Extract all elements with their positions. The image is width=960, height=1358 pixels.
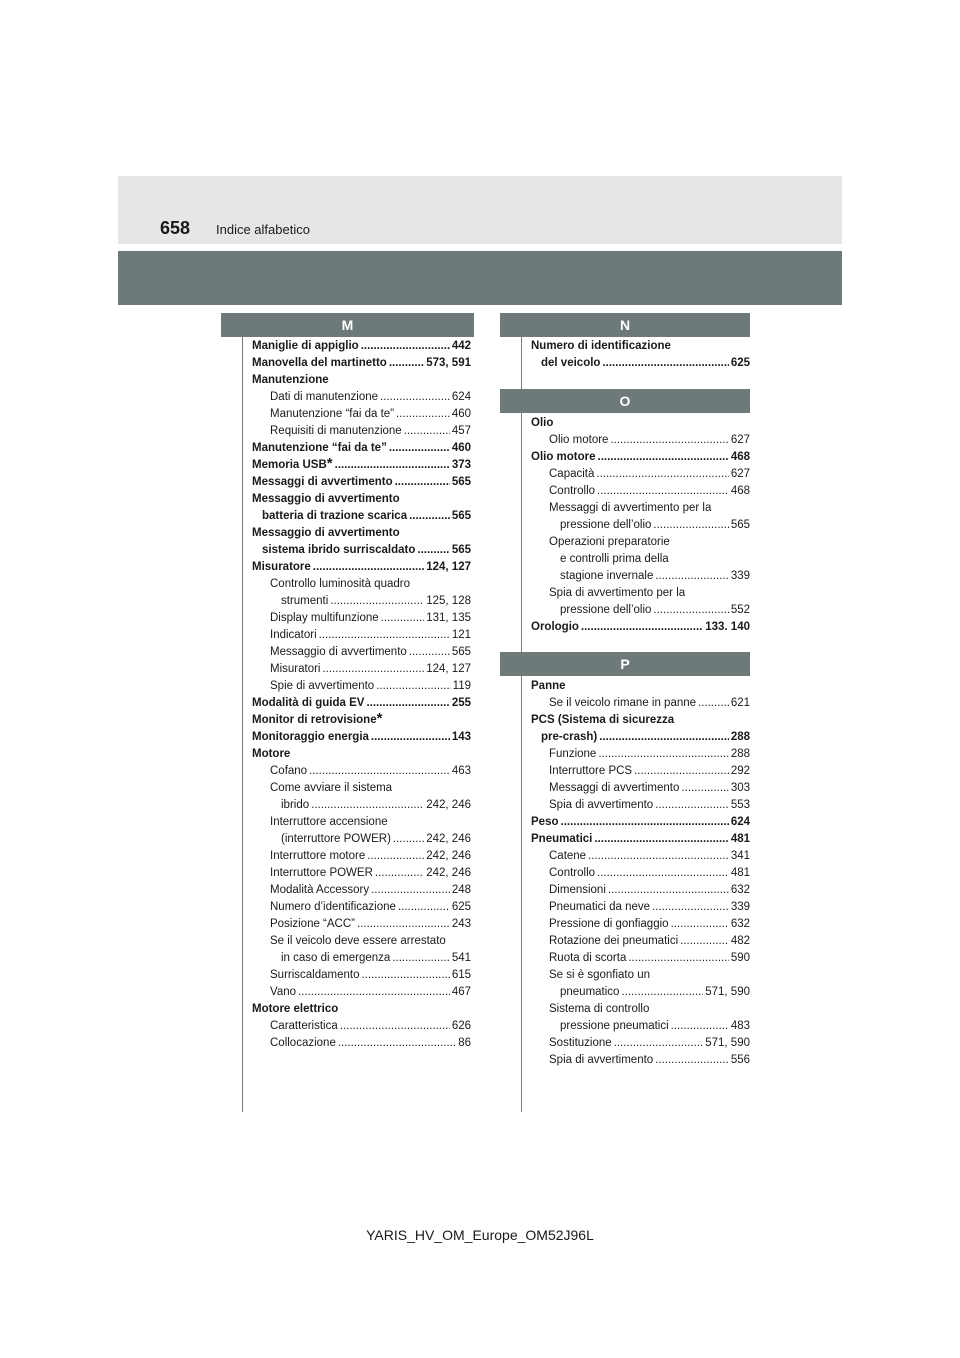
- dot-leader: [610, 432, 728, 449]
- index-entry: [531, 678, 750, 695]
- dot-leader: [598, 449, 729, 466]
- index-entry: [252, 1018, 471, 1035]
- index-entry-text: Se il veicolo rimane in panne: [549, 697, 697, 709]
- index-entry-page: 467: [451, 986, 471, 998]
- index-entry-page: 565: [730, 519, 750, 531]
- index-entry-text: e controlli prima della: [560, 553, 669, 565]
- index-entry-page: 119: [452, 680, 471, 692]
- dot-leader: [371, 729, 450, 746]
- section-title: Indice alfabetico: [216, 222, 310, 237]
- index-entry: [252, 372, 471, 389]
- index-entry: Memoria USB * ..... 373: [252, 457, 471, 474]
- index-entry-text: Capacità: [549, 468, 595, 480]
- letter-header-o: O: [500, 389, 750, 413]
- index-entry-text: Manutenzione “fai da te”: [252, 442, 387, 454]
- index-entry-text: Sistema di controllo: [549, 1003, 650, 1015]
- index-entry: [252, 984, 471, 1001]
- index-entry-text: Display multifunzione: [270, 612, 379, 624]
- dot-leader: [319, 627, 450, 644]
- dot-leader: [330, 593, 424, 610]
- index-entry-text: Orologio: [531, 621, 579, 633]
- index-entry-text: Spie di avvertimento: [270, 680, 375, 692]
- index-entry: [531, 814, 750, 831]
- index-entry-page: 556: [730, 1054, 750, 1066]
- index-entry-page: 541: [451, 952, 471, 964]
- dot-leader: [608, 882, 729, 899]
- index-entry: [531, 984, 750, 1001]
- index-entry-page: 483: [730, 1020, 750, 1032]
- dot-leader: [357, 916, 450, 933]
- index-entry-text: Misuratori: [270, 663, 321, 675]
- index-entry-page: 571, 590: [705, 1037, 750, 1049]
- index-entry-text: Vano: [270, 986, 297, 998]
- index-entry: [252, 950, 471, 967]
- index-entry: [252, 508, 471, 525]
- index-entry: [531, 517, 750, 534]
- index-entry: [252, 729, 471, 746]
- index-entry-page: 124, 127: [426, 561, 471, 573]
- index-entry: [531, 1035, 750, 1052]
- index-entry-text: Dimensioni: [549, 884, 606, 896]
- dot-leader: [311, 797, 424, 814]
- dot-leader: [698, 695, 729, 712]
- index-entry-text: Come avviare il sistema: [270, 782, 393, 794]
- dot-leader: [680, 933, 729, 950]
- dot-leader: [393, 831, 424, 848]
- index-entry-page: 339: [730, 570, 750, 582]
- index-entry: [531, 534, 750, 551]
- dot-leader: [335, 457, 450, 474]
- index-entry-page: 632: [730, 884, 750, 896]
- dot-leader: [621, 984, 703, 1001]
- index-entry-text: PCS (Sistema di sicurezza: [531, 714, 675, 726]
- index-entry-text: Olio motore: [531, 451, 596, 463]
- index-entry: [531, 355, 750, 372]
- index-entry-text: Modalità di guida EV: [252, 697, 365, 709]
- index-entry-page: 468: [730, 485, 750, 497]
- index-entry: [531, 746, 750, 763]
- dot-leader: [417, 542, 449, 559]
- dot-leader: [655, 568, 728, 585]
- index-entry-page: 442: [451, 340, 471, 352]
- index-entry-text: Spia di avvertimento: [549, 1054, 654, 1066]
- index-entry-page: 626: [451, 1020, 471, 1032]
- index-entry: [531, 899, 750, 916]
- index-entry-text: Surriscaldamento: [270, 969, 360, 981]
- page-number: 658: [160, 218, 191, 238]
- index-entry-text: Caratteristica: [270, 1020, 338, 1032]
- index-entry: [252, 644, 471, 661]
- dot-leader: [361, 338, 450, 355]
- dot-leader: [653, 602, 728, 619]
- index-entry-text: Messaggio di avvertimento: [252, 527, 400, 539]
- index-entry-text: Rotazione dei pneumatici: [549, 935, 679, 947]
- index-entry-page: 242, 246: [426, 799, 471, 811]
- dot-leader: [628, 950, 728, 967]
- dot-leader: [398, 899, 450, 916]
- index-entry-text: Spia di avvertimento: [549, 799, 654, 811]
- dot-leader: [594, 831, 728, 848]
- index-entry: [252, 882, 471, 899]
- index-entry: [531, 619, 750, 636]
- index-entry: [531, 568, 750, 585]
- index-entry-text: Olio: [531, 417, 554, 429]
- index-entry-text: Motore elettrico: [252, 1003, 339, 1015]
- index-entry-text: stagione invernale: [560, 570, 654, 582]
- index-entry-text: ibrido: [281, 799, 310, 811]
- index-entry-text: Messaggio di avvertimento: [270, 646, 407, 658]
- index-entry: [531, 415, 750, 432]
- index-entry: [252, 814, 471, 831]
- index-entry: [252, 610, 471, 627]
- index-entry: [252, 865, 471, 882]
- index-entry-text: Modalità Accessory: [270, 884, 370, 896]
- index-entry-text: batteria di trazione scarica: [262, 510, 408, 522]
- index-entry: [531, 449, 750, 466]
- index-entry: [252, 797, 471, 814]
- dot-leader: [376, 678, 450, 695]
- index-entry-text: Pressione di gonfiaggio: [549, 918, 669, 930]
- index-entry-text: Dati di manutenzione: [270, 391, 379, 403]
- index-entry-text: Indicatori: [270, 629, 317, 641]
- dot-leader: [653, 517, 728, 534]
- index-entry: [252, 848, 471, 865]
- index-entry: [252, 338, 471, 355]
- index-entry: [252, 678, 471, 695]
- index-entry-text: Monitor di retrovisione: [252, 714, 377, 726]
- index-column-n: [531, 338, 750, 372]
- index-entry-text: strumenti: [281, 595, 329, 607]
- index-entry-page: 457: [451, 425, 471, 437]
- header-bar: [118, 251, 842, 305]
- index-entry-page: 463: [451, 765, 471, 777]
- dot-leader: [380, 389, 450, 406]
- index-entry-page: 624: [730, 816, 750, 828]
- index-entry: [531, 712, 750, 729]
- index-entry-page: 565: [451, 646, 471, 658]
- index-entry: [252, 831, 471, 848]
- index-entry: [531, 865, 750, 882]
- index-entry-page: 86: [458, 1037, 471, 1049]
- index-entry-text: Manutenzione “fai da te”: [270, 408, 395, 420]
- index-entry-text: Motore: [252, 748, 291, 760]
- index-column-p: [531, 678, 750, 1069]
- index-entry-text: Messaggi di avvertimento: [252, 476, 393, 488]
- index-entry-text: Interruttore PCS: [549, 765, 633, 777]
- index-entry-text: Misuratore: [252, 561, 311, 573]
- letter-header-p: P: [500, 652, 750, 676]
- index-entry-page: 627: [730, 468, 750, 480]
- index-entry: [252, 355, 471, 372]
- index-entry-page: 481: [730, 833, 750, 845]
- index-entry: [252, 933, 471, 950]
- dot-leader: [597, 483, 729, 500]
- dot-leader: [381, 610, 425, 627]
- index-entry: [252, 746, 471, 763]
- index-entry: [531, 338, 750, 355]
- dot-leader: [599, 729, 729, 746]
- index-entry-text: Se il veicolo deve essere arrestato: [270, 935, 446, 947]
- index-entry-page: 248: [451, 884, 471, 896]
- index-entry: [531, 967, 750, 984]
- index-entry: [252, 389, 471, 406]
- left-column-rule: [242, 336, 243, 1112]
- letter-header-n: N: [500, 313, 750, 337]
- right-column-rule: [521, 336, 522, 1112]
- dot-leader: [396, 406, 450, 423]
- index-entry-text: Ruota di scorta: [549, 952, 627, 964]
- index-entry: [531, 916, 750, 933]
- index-entry-page: 243: [451, 918, 471, 930]
- dot-leader: [313, 559, 424, 576]
- index-entry-text: Requisiti di manutenzione: [270, 425, 402, 437]
- index-entry: [531, 695, 750, 712]
- index-entry-page: 553: [730, 799, 750, 811]
- index-entry-text: sistema ibrido surriscaldato: [262, 544, 416, 556]
- dot-leader: [340, 1018, 450, 1035]
- index-entry: [252, 1035, 471, 1052]
- index-entry-text: Interruttore accensione: [270, 816, 388, 828]
- index-entry-text: Numero d’identificazione: [270, 901, 396, 913]
- index-entry-text: Messaggi di avvertimento per la: [549, 502, 712, 514]
- index-entry: [252, 440, 471, 457]
- index-entry-page: 621: [730, 697, 750, 709]
- index-entry: [252, 695, 471, 712]
- index-entry: [252, 576, 471, 593]
- index-entry: [252, 763, 471, 780]
- index-entry: [531, 1052, 750, 1069]
- index-entry-text: Catene: [549, 850, 587, 862]
- index-entry-page: 339: [730, 901, 750, 913]
- index-entry-text: Sostituzione: [549, 1037, 612, 1049]
- dot-leader: [371, 882, 450, 899]
- dot-leader: [597, 865, 729, 882]
- index-entry-text: Pneumatici: [531, 833, 593, 845]
- index-entry: [252, 899, 471, 916]
- index-entry-text: Numero di identificazione: [531, 340, 671, 352]
- index-entry-page: 303: [730, 782, 750, 794]
- index-entry-page: 341: [730, 850, 750, 862]
- footer-doc-code: YARIS_HV_OM_Europe_OM52J96L: [366, 1227, 594, 1243]
- index-entry-text: del veicolo: [541, 357, 601, 369]
- index-entry-text: pre-crash): [541, 731, 598, 743]
- index-entry-text: Peso: [531, 816, 559, 828]
- dot-leader: [598, 746, 729, 763]
- dot-leader: [655, 1052, 729, 1069]
- index-entry: [531, 1018, 750, 1035]
- index-entry-text: Memoria USB: [252, 459, 327, 471]
- dot-leader: [596, 466, 728, 483]
- index-entry: [531, 500, 750, 517]
- dot-leader: [634, 763, 729, 780]
- index-entry-page: 625: [451, 901, 471, 913]
- index-entry-page: 627: [730, 434, 750, 446]
- index-entry: [531, 602, 750, 619]
- index-entry-text: in caso di emergenza: [281, 952, 391, 964]
- dot-leader: [602, 355, 728, 372]
- index-entry: [531, 780, 750, 797]
- dot-leader: [361, 967, 449, 984]
- dot-leader: [409, 508, 450, 525]
- index-entry-text: pressione dell’olio: [560, 604, 652, 616]
- dot-leader: [338, 1035, 456, 1052]
- index-entry-page: 143: [451, 731, 471, 743]
- index-entry-text: Messaggi di avvertimento: [549, 782, 680, 794]
- index-entry-text: Controllo luminosità quadro: [270, 578, 410, 590]
- index-entry: [531, 1001, 750, 1018]
- dot-leader: [655, 797, 729, 814]
- index-entry-text: pressione dell’olio: [560, 519, 652, 531]
- dot-leader: [375, 865, 424, 882]
- dot-leader: [409, 644, 450, 661]
- index-entry-page: 482: [730, 935, 750, 947]
- dot-leader: [614, 1035, 704, 1052]
- index-entry: [531, 483, 750, 500]
- index-entry: [252, 967, 471, 984]
- index-entry-page: 632: [730, 918, 750, 930]
- index-entry-text: Collocazione: [270, 1037, 336, 1049]
- index-entry-page: 131, 135: [426, 612, 471, 624]
- index-entry-page: 373: [451, 459, 471, 471]
- index-entry-text: Spia di avvertimento per la: [549, 587, 686, 599]
- index-entry: [531, 585, 750, 602]
- index-entry: [531, 882, 750, 899]
- index-entry-page: 124, 127: [426, 663, 471, 675]
- index-entry: [252, 780, 471, 797]
- dot-leader: [395, 474, 450, 491]
- index-entry: [531, 797, 750, 814]
- index-entry-page: 292: [730, 765, 750, 777]
- index-entry-text: Funzione: [549, 748, 597, 760]
- index-entry: [252, 916, 471, 933]
- index-entry-page: 468: [730, 451, 750, 463]
- index-entry: [531, 950, 750, 967]
- index-entry-page: 255: [451, 697, 471, 709]
- index-entry-page: 288: [730, 731, 750, 743]
- index-entry-text: Interruttore motore: [270, 850, 366, 862]
- dot-leader: [588, 848, 729, 865]
- index-entry-page: 624: [451, 391, 471, 403]
- dot-leader: [389, 355, 424, 372]
- index-entry: [252, 627, 471, 644]
- index-entry-text: pneumatico: [560, 986, 620, 998]
- index-entry-text: Pneumatici da neve: [549, 901, 651, 913]
- index-entry-page: 125, 128: [426, 595, 471, 607]
- dot-leader: [392, 950, 450, 967]
- index-entry-text: Panne: [531, 680, 566, 692]
- index-entry: [531, 729, 750, 746]
- index-entry-page: 615: [451, 969, 471, 981]
- index-entry-text: Controllo: [549, 867, 596, 879]
- dot-leader: [367, 848, 424, 865]
- index-entry: [531, 848, 750, 865]
- index-entry-page: 573, 591: [426, 357, 471, 369]
- index-entry-page: 242, 246: [426, 850, 471, 862]
- index-entry: [531, 763, 750, 780]
- index-entry-text: Manovella del martinetto: [252, 357, 387, 369]
- index-entry-page: 625: [730, 357, 750, 369]
- index-entry-text: Interruttore POWER: [270, 867, 373, 879]
- index-entry: [531, 831, 750, 848]
- index-entry: [252, 1001, 471, 1018]
- index-entry-text: Se si è sgonfiato un: [549, 969, 651, 981]
- index-entry-page: 242, 246: [426, 867, 471, 879]
- dot-leader: [298, 984, 450, 1001]
- index-entry-page: 565: [451, 544, 471, 556]
- index-entry-text: (interruttore POWER): [281, 833, 391, 845]
- index-entry-text: Manutenzione: [252, 374, 329, 386]
- index-entry-text: Cofano: [270, 765, 308, 777]
- index-entry: [252, 559, 471, 576]
- index-entry: [252, 593, 471, 610]
- index-entry-text: Posizione “ACC”: [270, 918, 355, 930]
- index-entry-text: Messaggio di avvertimento: [252, 493, 400, 505]
- dot-leader: [671, 1018, 729, 1035]
- letter-header-m: M: [221, 313, 474, 337]
- index-entry-page: 552: [730, 604, 750, 616]
- index-entry-text: Maniglie di appiglio: [252, 340, 359, 352]
- index-entry-page: 288: [730, 748, 750, 760]
- index-entry-page: 565: [451, 476, 471, 488]
- index-entry-text: Olio motore: [549, 434, 609, 446]
- index-entry-page: 242, 246: [426, 833, 471, 845]
- index-entry-text: Operazioni preparatorie: [549, 536, 670, 548]
- dot-leader: [561, 814, 729, 831]
- dot-leader: [404, 423, 450, 440]
- dot-leader: [652, 899, 729, 916]
- index-entry: [531, 551, 750, 568]
- dot-leader: [581, 619, 703, 636]
- index-entry: [252, 542, 471, 559]
- index-entry-page: 121: [451, 629, 471, 641]
- index-entry-page: 460: [451, 442, 471, 454]
- index-entry: [252, 491, 471, 508]
- index-entry: [252, 423, 471, 440]
- dot-leader: [671, 916, 729, 933]
- dot-leader: [309, 763, 450, 780]
- dot-leader: [322, 661, 424, 678]
- index-entry: [252, 525, 471, 542]
- index-column-left: [252, 338, 471, 1052]
- dot-leader: [389, 440, 450, 457]
- index-entry-page: 590: [730, 952, 750, 964]
- index-entry: [531, 933, 750, 950]
- index-entry: Monitor di retrovisione *: [252, 710, 383, 727]
- index-entry-page: 460: [451, 408, 471, 420]
- index-entry-page: 571, 590: [705, 986, 750, 998]
- index-entry-page: 565: [451, 510, 471, 522]
- index-column-o: [531, 415, 750, 636]
- index-entry-text: Monitoraggio energia: [252, 731, 369, 743]
- index-entry: [531, 466, 750, 483]
- index-entry: [252, 474, 471, 491]
- index-entry: [531, 432, 750, 449]
- index-entry-text: Controllo: [549, 485, 596, 497]
- index-entry: [252, 406, 471, 423]
- index-entry: [252, 661, 471, 678]
- index-entry-page: 481: [730, 867, 750, 879]
- dot-leader: [681, 780, 728, 797]
- index-entry-text: pressione pneumatici: [560, 1020, 669, 1032]
- index-entry-page: 133. 140: [705, 621, 750, 633]
